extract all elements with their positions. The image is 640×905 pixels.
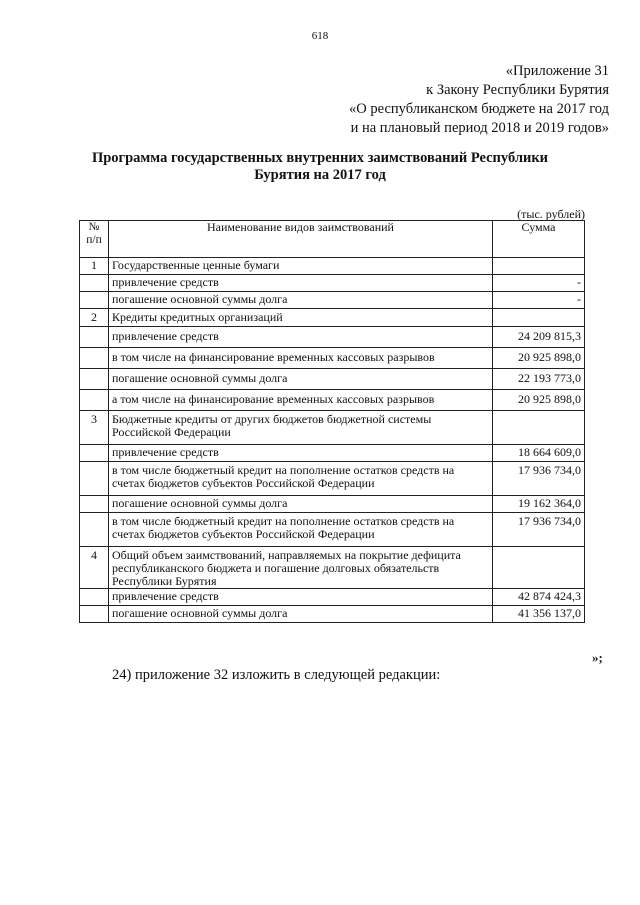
row-number: 1 <box>80 258 109 275</box>
row-name: погашение основной суммы долга <box>109 496 493 513</box>
row-name: привлечение средств <box>109 327 493 348</box>
row-name: погашение основной суммы долга <box>109 292 493 309</box>
row-sum: - <box>493 292 585 309</box>
row-name: в том числе бюджетный кредит на пополнение остатков средств на счетах бюджетов субъектов Российской Федерации <box>109 462 493 496</box>
header-num: № п/п <box>80 221 109 258</box>
row-name: Государственные ценные бумаги <box>109 258 493 275</box>
document-title <box>60 150 580 184</box>
row-name: в том числе на финансирование временных кассовых разрывов <box>109 348 493 369</box>
table-row <box>80 606 585 623</box>
row-name: Общий объем заимствований, направляемых на покрытие дефицита республиканского бюджета и погашение долговых обязательств Республики Бурятия <box>109 547 493 589</box>
title-line: Бурятия на 2017 год <box>254 167 386 183</box>
row-sum <box>493 309 585 327</box>
row-number <box>80 589 109 606</box>
row-name: Бюджетные кредиты от других бюджетов бюджетной системы Российской Федерации <box>109 411 493 445</box>
row-sum: - <box>493 275 585 292</box>
table-row <box>80 258 585 275</box>
row-sum: 42 874 424,3 <box>493 589 585 606</box>
row-name: в том числе бюджетный кредит на пополнение остатков средств на счетах бюджетов субъектов Российской Федерации <box>109 513 493 547</box>
row-sum: 19 162 364,0 <box>493 496 585 513</box>
borrowing-table <box>79 220 585 623</box>
row-number <box>80 275 109 292</box>
row-number <box>80 496 109 513</box>
header-sum: Сумма <box>493 221 585 258</box>
row-number <box>80 513 109 547</box>
row-sum: 17 936 734,0 <box>493 513 585 547</box>
table-row <box>80 348 585 369</box>
row-number: 4 <box>80 547 109 589</box>
title-line: Программа государственных внутренних заимствований Республики <box>91 150 549 166</box>
row-sum: 20 925 898,0 <box>493 348 585 369</box>
row-sum <box>493 258 585 275</box>
appendix-header <box>349 62 609 138</box>
appendix-line: «О республиканском бюджете на 2017 год <box>349 101 609 117</box>
amendment-instruction: 24) приложение 32 изложить в следующей редакции: <box>112 667 441 683</box>
row-number: 2 <box>80 309 109 327</box>
row-name: привлечение средств <box>109 445 493 462</box>
row-sum: 41 356 137,0 <box>493 606 585 623</box>
row-number <box>80 445 109 462</box>
appendix-line: к Закону Республики Бурятия <box>426 82 609 98</box>
row-name: привлечение средств <box>109 589 493 606</box>
table-row <box>80 309 585 327</box>
row-name: погашение основной суммы долга <box>109 369 493 390</box>
table-row <box>80 462 585 496</box>
appendix-line: и на плановый период 2018 и 2019 годов» <box>350 120 609 136</box>
header-name: Наименование видов заимствований <box>109 221 493 258</box>
page-number: 618 <box>311 30 329 42</box>
row-number <box>80 390 109 411</box>
table-row <box>80 589 585 606</box>
row-sum: 18 664 609,0 <box>493 445 585 462</box>
appendix-line: «Приложение 31 <box>505 63 609 79</box>
row-sum <box>493 547 585 589</box>
row-name: Кредиты кредитных организаций <box>109 309 493 327</box>
closing-mark: »; <box>592 650 603 665</box>
row-name: привлечение средств <box>109 275 493 292</box>
row-number: 3 <box>80 411 109 445</box>
row-sum: 22 193 773,0 <box>493 369 585 390</box>
row-number <box>80 369 109 390</box>
table-row <box>80 369 585 390</box>
table-row <box>80 513 585 547</box>
row-sum <box>493 411 585 445</box>
row-number <box>80 327 109 348</box>
row-number <box>80 462 109 496</box>
table-row <box>80 496 585 513</box>
table-row <box>80 327 585 348</box>
units-label: (тыс. рублей) <box>517 207 585 221</box>
table-row <box>80 292 585 309</box>
row-number <box>80 606 109 623</box>
row-name: погашение основной суммы долга <box>109 606 493 623</box>
row-sum: 20 925 898,0 <box>493 390 585 411</box>
row-sum: 24 209 815,3 <box>493 327 585 348</box>
table-row <box>80 445 585 462</box>
table-row <box>80 390 585 411</box>
table-header-row <box>80 221 585 258</box>
row-sum: 17 936 734,0 <box>493 462 585 496</box>
table-row <box>80 547 585 589</box>
row-name: а том числе на финансирование временных кассовых разрывов <box>109 390 493 411</box>
table-row <box>80 411 585 445</box>
table-row <box>80 275 585 292</box>
row-number <box>80 292 109 309</box>
row-number <box>80 348 109 369</box>
